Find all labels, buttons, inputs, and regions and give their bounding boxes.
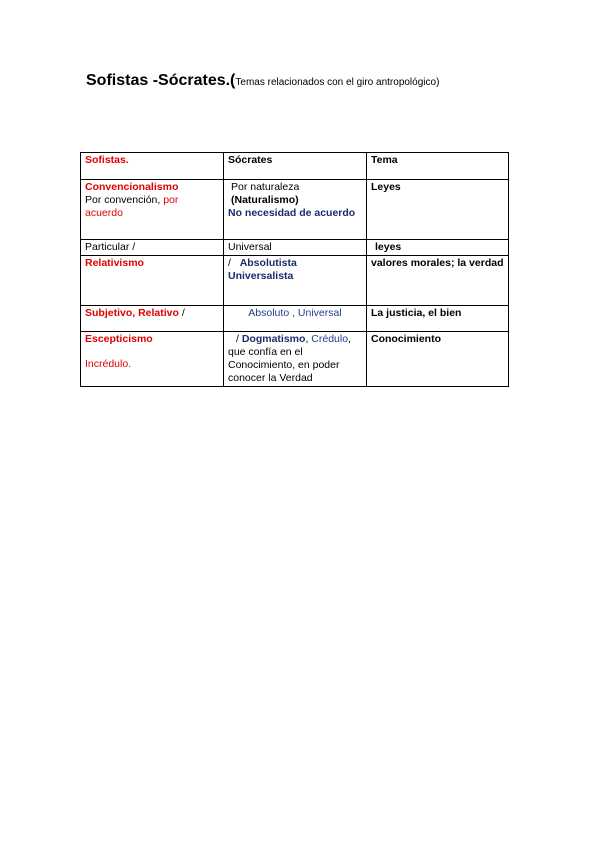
header-cell-tema: Tema [367,153,509,180]
table-row [81,256,509,306]
cell-sofistas: Particular / [81,240,224,256]
cell-tema: valores morales; la verdad [367,256,509,306]
table-row [81,240,509,256]
header-cell-sofistas: Sofistas. [81,153,224,180]
cell-tema: leyes [367,240,509,256]
title-main: Sofistas -Sócrates.( [86,72,236,89]
table-row [81,332,509,387]
page-title [86,72,439,90]
cell-sofistas [81,332,224,387]
cell-socrates: / Dogmatismo, Crédulo, que confía en el Conocimiento, en poder conocer la Verdad [224,332,367,387]
cell-socrates: / Absolutista Universalista [224,256,367,306]
title-subtitle: Temas relacionados con el giro antropológico) [235,77,440,88]
cell-socrates [224,180,367,240]
cell-socrates: Universal [224,240,367,256]
table-header-row [81,153,509,180]
incredulo-text: Incrédulo. [85,358,132,370]
escepticismo-label: Escepticismo [85,333,153,345]
naturalismo-label: (Naturalismo) [231,194,299,206]
convencion-text: Por convención, por acuerdo [85,194,179,219]
comparison-table [80,152,509,387]
no-necesidad-text: No necesidad de acuerdo [228,207,356,219]
header-cell-socrates: Sócrates [224,153,367,180]
cell-sofistas: Relativismo [81,256,224,306]
cell-sofistas: Subjetivo, Relativo / [81,306,224,332]
convencionalismo-label: Convencionalismo [85,181,179,193]
cell-socrates: Absoluto , Universal [224,306,367,332]
cell-sofistas [81,180,224,240]
cell-tema: La justicia, el bien [367,306,509,332]
naturaleza-text: Por naturaleza [231,181,300,193]
table-row [81,180,509,240]
cell-tema: Conocimiento [367,332,509,387]
table-row [81,306,509,332]
cell-tema: Leyes [367,180,509,240]
